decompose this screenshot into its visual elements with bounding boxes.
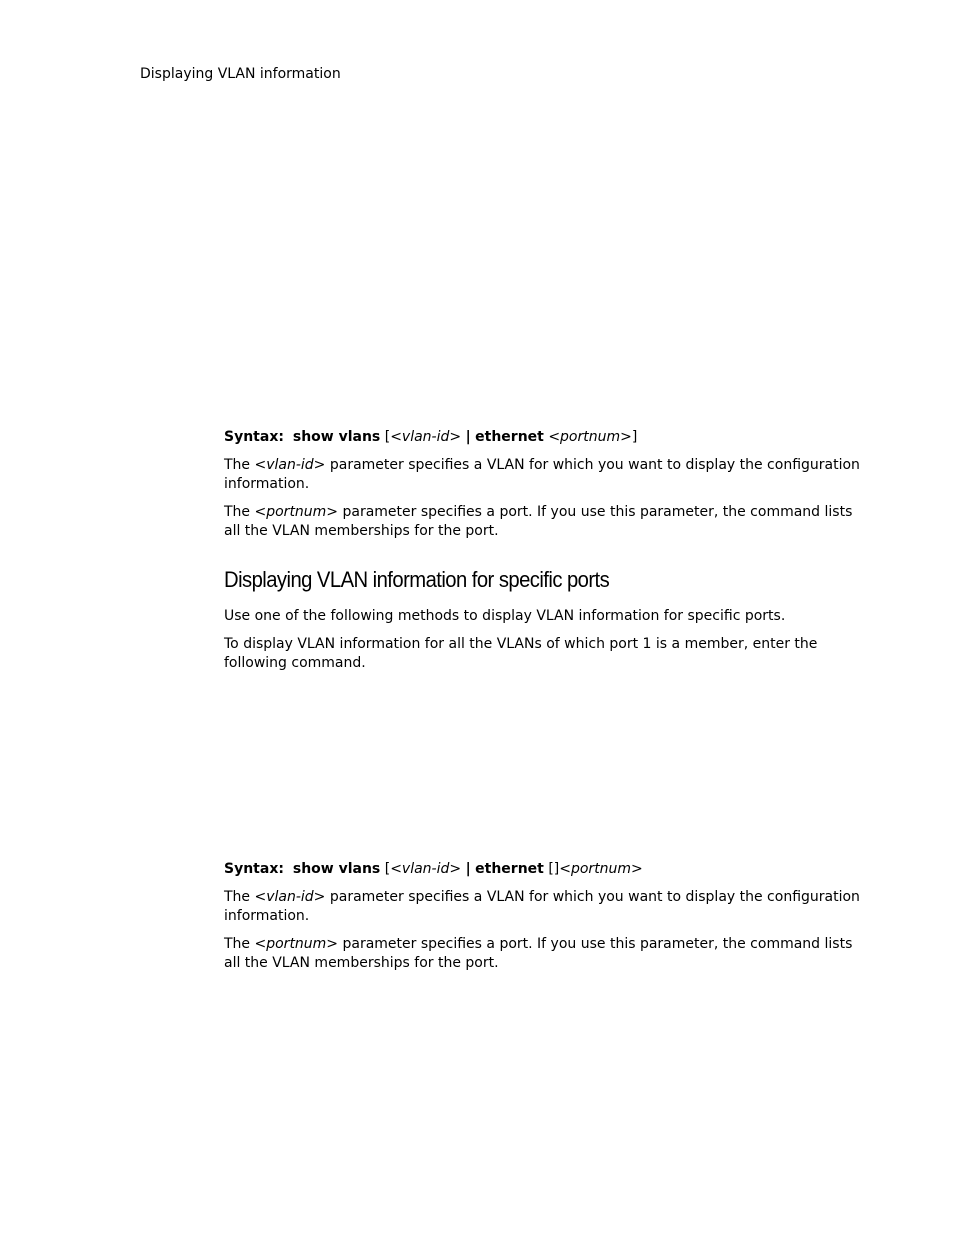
param-portnum: <portnum> (254, 504, 339, 520)
syntax-arg-portnum: <portnum> (559, 861, 643, 877)
syntax-empty-brackets: [] (548, 861, 560, 877)
running-header: Displaying VLAN information (140, 66, 341, 82)
param-vlan-id: <vlan-id> (254, 457, 326, 473)
syntax-pipe: | (465, 861, 471, 877)
syntax-command: show vlans (292, 861, 381, 877)
instruction-paragraph: To display VLAN information for all the VLANs of which port 1 is a member, enter the following command. (224, 636, 818, 671)
syntax-label: Syntax: (224, 861, 284, 877)
portnum-description (224, 503, 864, 541)
syntax-keyword-ethernet: ethernet (475, 861, 544, 877)
syntax-label: Syntax: (224, 429, 284, 445)
syntax-line (224, 860, 864, 878)
syntax-arg-vlan-id: <vlan-id> (390, 861, 462, 877)
text-run: parameter specifies a VLAN for which you want to display the configuration information. (224, 889, 860, 924)
syntax-pipe: | (465, 429, 471, 445)
vlan-id-description (224, 456, 864, 494)
syntax-arg-portnum: <portnum> (548, 429, 632, 445)
section-heading: Displaying VLAN information for specific ports (224, 567, 610, 592)
text-run: parameter specifies a port. If you use this parameter, the command lists all the VLAN memberships for the port. (224, 936, 853, 971)
text-run: parameter specifies a port. If you use this parameter, the command lists all the VLAN memberships for the port. (224, 504, 853, 539)
text-run: The (224, 504, 255, 520)
syntax-bracket-open: [ (384, 429, 391, 445)
vlan-id-description (224, 888, 864, 926)
portnum-description (224, 935, 864, 973)
param-vlan-id: <vlan-id> (254, 889, 326, 905)
syntax-command: show vlans (292, 429, 381, 445)
syntax-bracket-close: ] (631, 429, 638, 445)
text-run: The (224, 936, 255, 952)
text-run: parameter specifies a VLAN for which you want to display the configuration information. (224, 457, 860, 492)
syntax-arg-vlan-id: <vlan-id> (390, 429, 462, 445)
param-portnum: <portnum> (254, 936, 339, 952)
text-run: The (224, 457, 255, 473)
syntax-keyword-ethernet: ethernet (475, 429, 544, 445)
syntax-bracket-open: [ (384, 861, 391, 877)
syntax-line (224, 428, 864, 446)
text-run: The (224, 889, 255, 905)
intro-paragraph: Use one of the following methods to display VLAN information for specific ports. (224, 608, 786, 624)
